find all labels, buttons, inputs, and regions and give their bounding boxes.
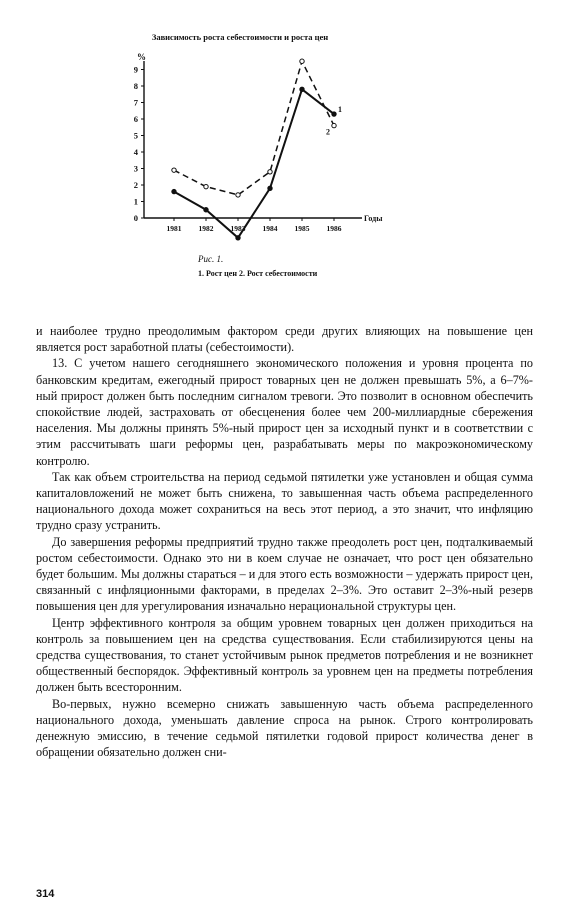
paragraph: 13. С учетом нашего сегодняшнего экономического положения и уровня процента по банковским кредитам, ежегодный прирост товарных цен не должен превышать 5%, а 6–7%-ный прирост должен быть последним сигналом тревоги. Это позволит в основном обеспечить спокойствие людей, застраховать от обесценения более чем 200-миллиардные сбережения населения. Мы должны принять 5%-ный прирост цен за исходный пункт и в соответствии с этим рассчитывать шаги реформы цен, разрабатывать меры по макроэкономическому контролю. — [36, 356, 533, 468]
data-point — [268, 186, 272, 190]
paragraph: Во-первых, нужно всемерно снижать завышенную часть объема распределенного национального дохода, уменьшать давление спроса на рынок. Строго контролировать денежную эмиссию, в течение седьмой пятилетки годовой прирост количества денег в обращении обязательно должен сни- — [36, 696, 533, 760]
body-text — [36, 323, 533, 760]
x-tick-label: 1984 — [262, 224, 278, 233]
y-tick-label: 6 — [133, 114, 138, 124]
y-tick-label: 9 — [133, 64, 138, 75]
data-point — [300, 59, 304, 63]
x-tick-label: 1981 — [166, 224, 182, 233]
chart-series — [172, 59, 342, 240]
x-tick-label: 1985 — [294, 224, 310, 233]
data-point — [332, 112, 336, 116]
figure-caption-title: Рис. 1. — [198, 254, 224, 264]
figure-caption-legend: 1. Рост цен 2. Рост себестоимости — [198, 269, 318, 278]
y-tick-label: 8 — [133, 81, 138, 91]
y-tick-label: 0 — [133, 213, 138, 223]
paragraph: До завершения реформы предприятий трудно также преодолеть рост цен, подталкиваемый ростом себестоимости. Однако это ни в коем случае не означает, что рост цен обязательно будет большим. Мы должны стараться – и для этого есть возможности – удержать прирост цен, связанный с инфляционными факторами, в пределах 2–3%. Это оставит 2–3%-ный резерв повышения цен для урегулирования изначально нерациональной структуры цен. — [36, 534, 533, 614]
data-point — [172, 168, 176, 172]
chart-ticks — [134, 65, 342, 234]
series-line-1 — [174, 89, 334, 238]
x-tick-label: 1983 — [230, 224, 246, 233]
series-label: 2 — [326, 127, 330, 137]
x-tick-label: 1982 — [198, 224, 214, 233]
paragraph: Так как объем строительства на период седьмой пятилетки уже установлен и общая сумма капиталовложений не может быть снижена, то завышенная часть объема распределенного национального дохода может сохраниться на весь этот период, а это значит, что инфляцию трудно сразу устранить. — [36, 469, 533, 533]
page-number: 314 — [36, 888, 55, 900]
x-tick-label: 1986 — [326, 224, 342, 233]
paragraph: Центр эффективного контроля за общим уровнем товарных цен должен приходиться на контроль за повышением цен на средства существования. Если стабилизируются цены на средства существования, то станет устойчивым рынок предметов потребления и не возникнет общественный беспорядок. Эффективный контроль за уровнем цен на предметы потребления должен быть всесторонним. — [36, 615, 533, 695]
series-label: 1 — [338, 105, 342, 115]
data-point — [236, 236, 240, 240]
paragraph: и наиболее трудно преодолимым фактором среди других влияющих на повышение цен является рост заработной платы (себестоимости). — [36, 324, 533, 355]
x-axis-label: Годы — [364, 214, 383, 223]
y-tick-label: 3 — [133, 163, 138, 174]
data-point — [204, 184, 208, 188]
series-line-2 — [174, 61, 334, 195]
data-point — [268, 170, 272, 174]
y-tick-label: 5 — [133, 130, 138, 141]
data-point — [172, 189, 176, 193]
y-tick-label: 7 — [133, 97, 138, 108]
data-point — [204, 208, 208, 212]
y-axis-label: % — [137, 52, 146, 62]
data-point — [332, 123, 336, 127]
y-tick-label: 4 — [133, 147, 138, 157]
data-point — [300, 87, 304, 91]
chart-axes — [144, 61, 362, 218]
data-point — [236, 193, 240, 197]
y-tick-label: 2 — [133, 180, 138, 190]
chart-title: Зависимость роста себестоимости и роста цен — [151, 32, 329, 42]
y-tick-label: 1 — [133, 196, 138, 207]
price-cost-chart — [100, 28, 420, 290]
